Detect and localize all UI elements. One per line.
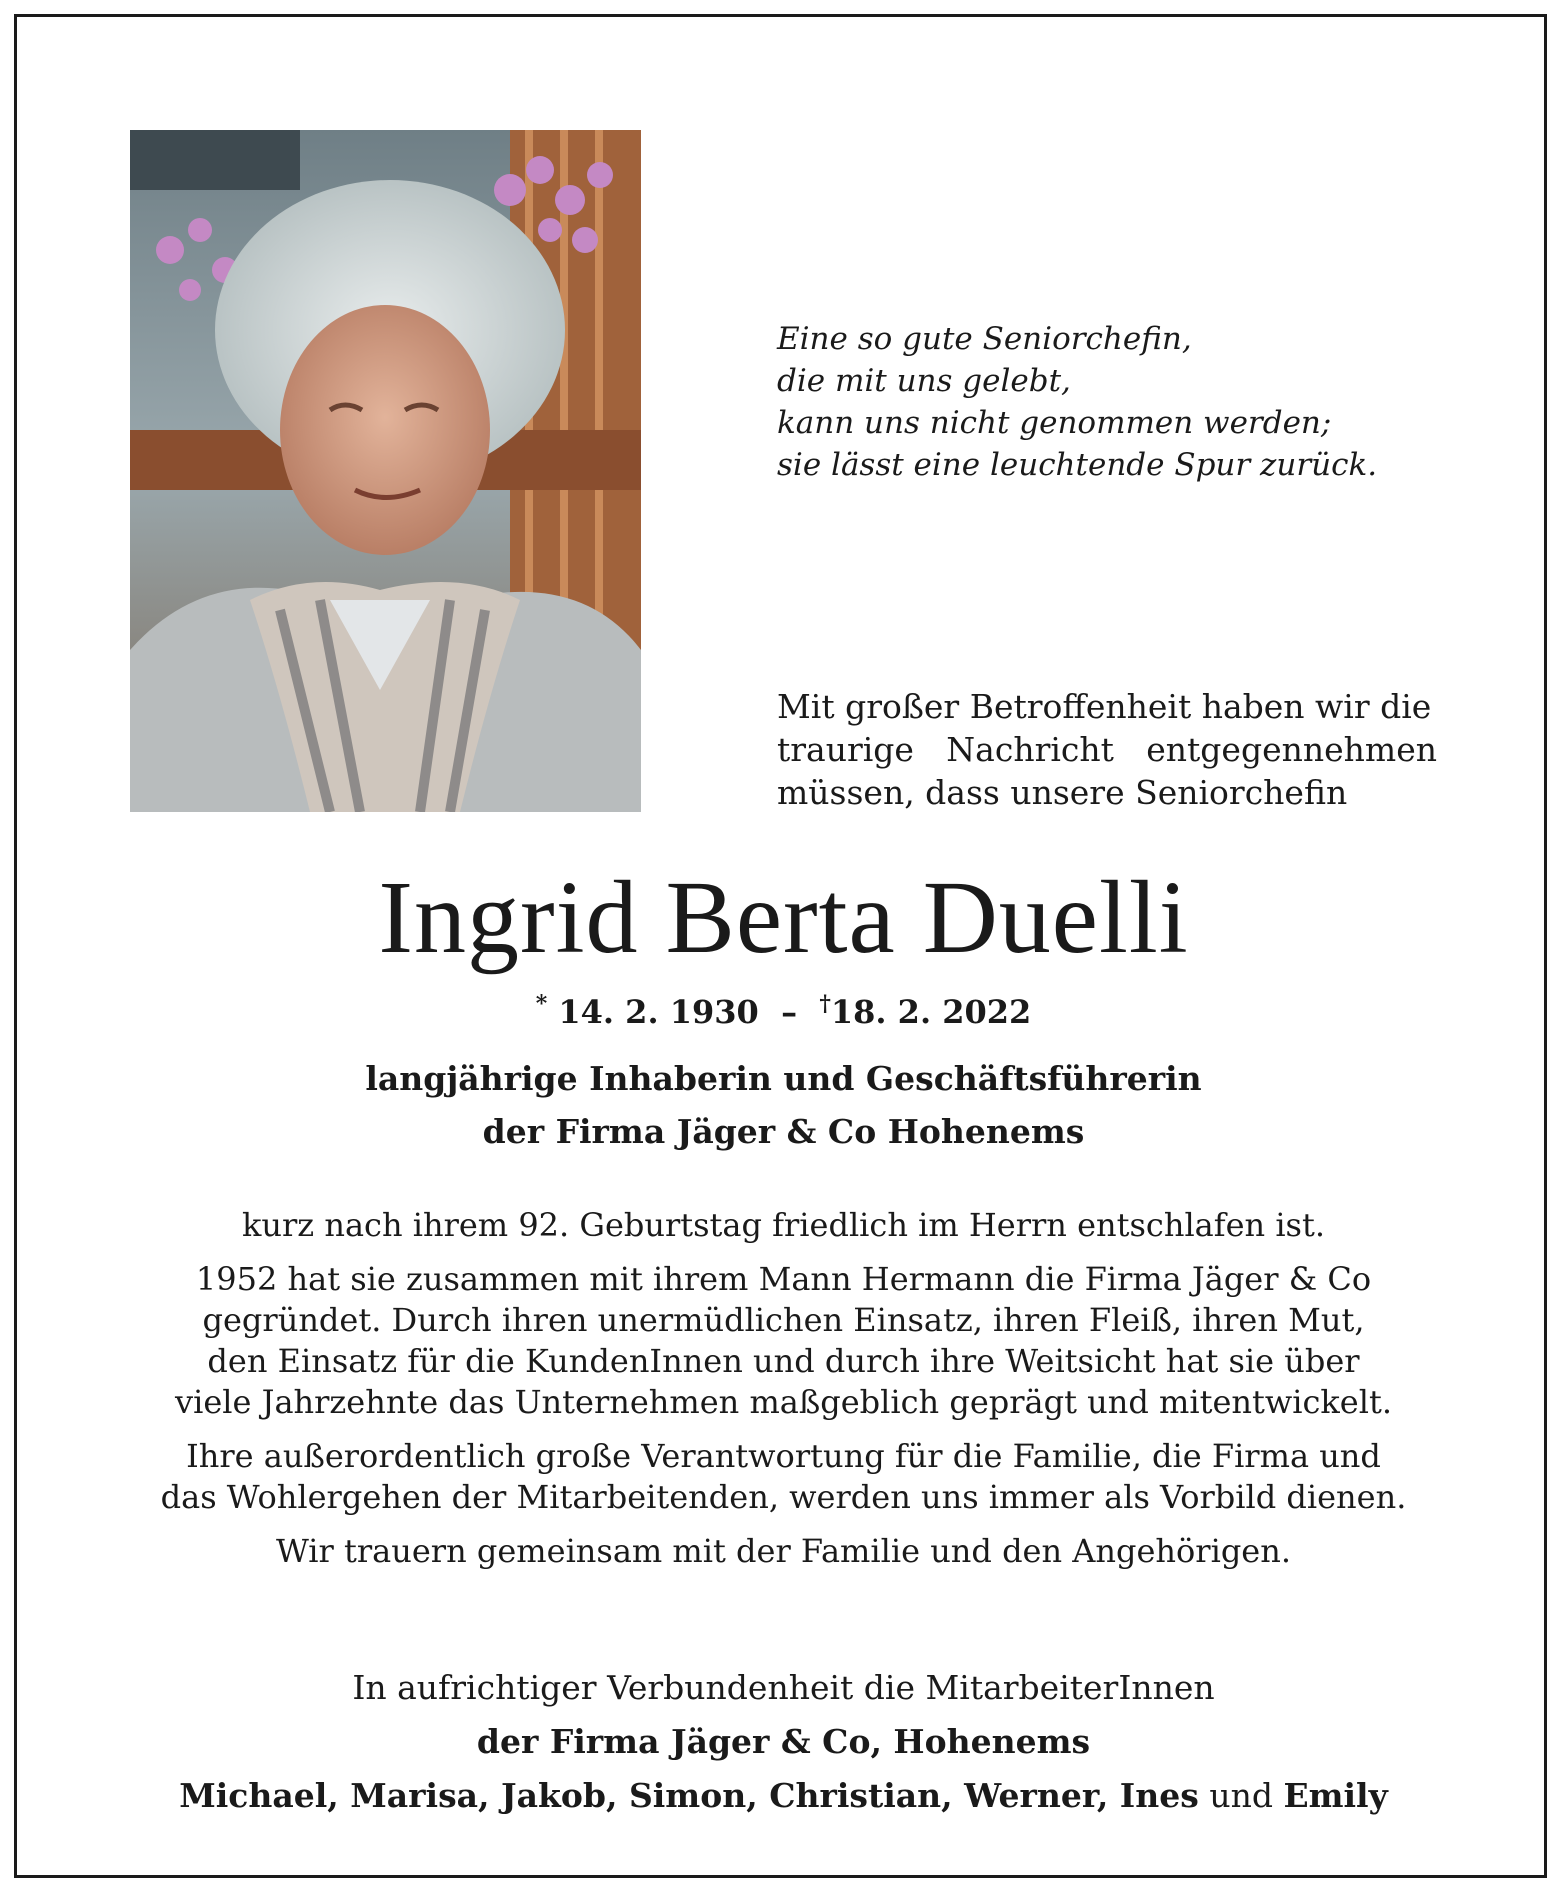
- intro-word: traurige: [777, 730, 914, 769]
- announcement-intro: [777, 685, 1437, 814]
- staff-names: [0, 1769, 1567, 1823]
- body-line: viele Jahrzehnte das Unternehmen maßgeblich geprägt und mitentwickelt.: [175, 1383, 1392, 1421]
- quote-line: sie lässt eine leuchtende Spur zurück.: [777, 447, 1378, 483]
- names-conjunction: und: [1209, 1776, 1273, 1815]
- body-line: das Wohlergehen der Mitarbeitenden, werden uns immer als Vorbild dienen.: [160, 1478, 1407, 1516]
- role-description: [0, 1052, 1567, 1158]
- role-line: langjährige Inhaberin und Geschäftsführerin: [365, 1059, 1202, 1098]
- memorial-quote: [777, 318, 1477, 486]
- staff-names-list: Michael, Marisa, Jakob, Simon, Christian, Werner, Ines: [179, 1776, 1199, 1815]
- death-symbol: †: [819, 991, 831, 1017]
- closing-line: In aufrichtiger Verbundenheit die MitarbeiterInnen: [352, 1668, 1215, 1707]
- life-dates: [0, 991, 1567, 1033]
- intro-line: Mit großer Betroffenheit haben wir die: [777, 687, 1432, 726]
- body-line: Wir trauern gemeinsam mit der Familie und den Angehörigen.: [275, 1532, 1292, 1570]
- portrait-photo-graphic: [130, 130, 641, 812]
- body-line: gegründet. Durch ihren unermüdlichen Einsatz, ihren Fleiß, ihren Mut,: [202, 1301, 1365, 1339]
- body-line: 1952 hat sie zusammen mit ihrem Mann Hermann die Firma Jäger & Co: [195, 1260, 1372, 1298]
- closing-signature: [0, 1661, 1567, 1823]
- quote-line: die mit uns gelebt,: [777, 363, 1071, 399]
- body-line: Ihre außerordentlich große Verantwortung für die Familie, die Firma und: [186, 1437, 1381, 1475]
- birth-date: 14. 2. 1930: [558, 993, 759, 1031]
- body-line: kurz nach ihrem 92. Geburtstag friedlich im Herrn entschlafen ist.: [242, 1206, 1325, 1244]
- intro-line-justified: [777, 728, 1437, 771]
- intro-word: Nachricht: [946, 730, 1114, 769]
- intro-word: entgegennehmen: [1146, 730, 1437, 769]
- portrait-photo: [130, 130, 641, 812]
- body-line: den Einsatz für die KundenInnen und durch ihre Weitsicht hat sie über: [207, 1342, 1360, 1380]
- body-paragraph: [0, 1531, 1567, 1572]
- body-paragraph: [0, 1205, 1567, 1246]
- staff-name-last: Emily: [1283, 1776, 1388, 1815]
- company-name: der Firma Jäger & Co, Hohenems: [476, 1722, 1091, 1761]
- quote-line: Eine so gute Seniorchefin,: [777, 321, 1192, 357]
- death-date: 18. 2. 2022: [830, 993, 1032, 1031]
- quote-line: kann uns nicht genommen werden;: [777, 405, 1332, 441]
- birth-symbol: *: [535, 991, 548, 1017]
- obituary-body: [0, 1205, 1567, 1585]
- intro-line: müssen, dass unsere Seniorchefin: [777, 773, 1348, 812]
- role-line: der Firma Jäger & Co Hohenems: [482, 1112, 1085, 1151]
- deceased-name: Ingrid Berta Duelli: [378, 860, 1189, 975]
- date-separator: –: [781, 993, 798, 1031]
